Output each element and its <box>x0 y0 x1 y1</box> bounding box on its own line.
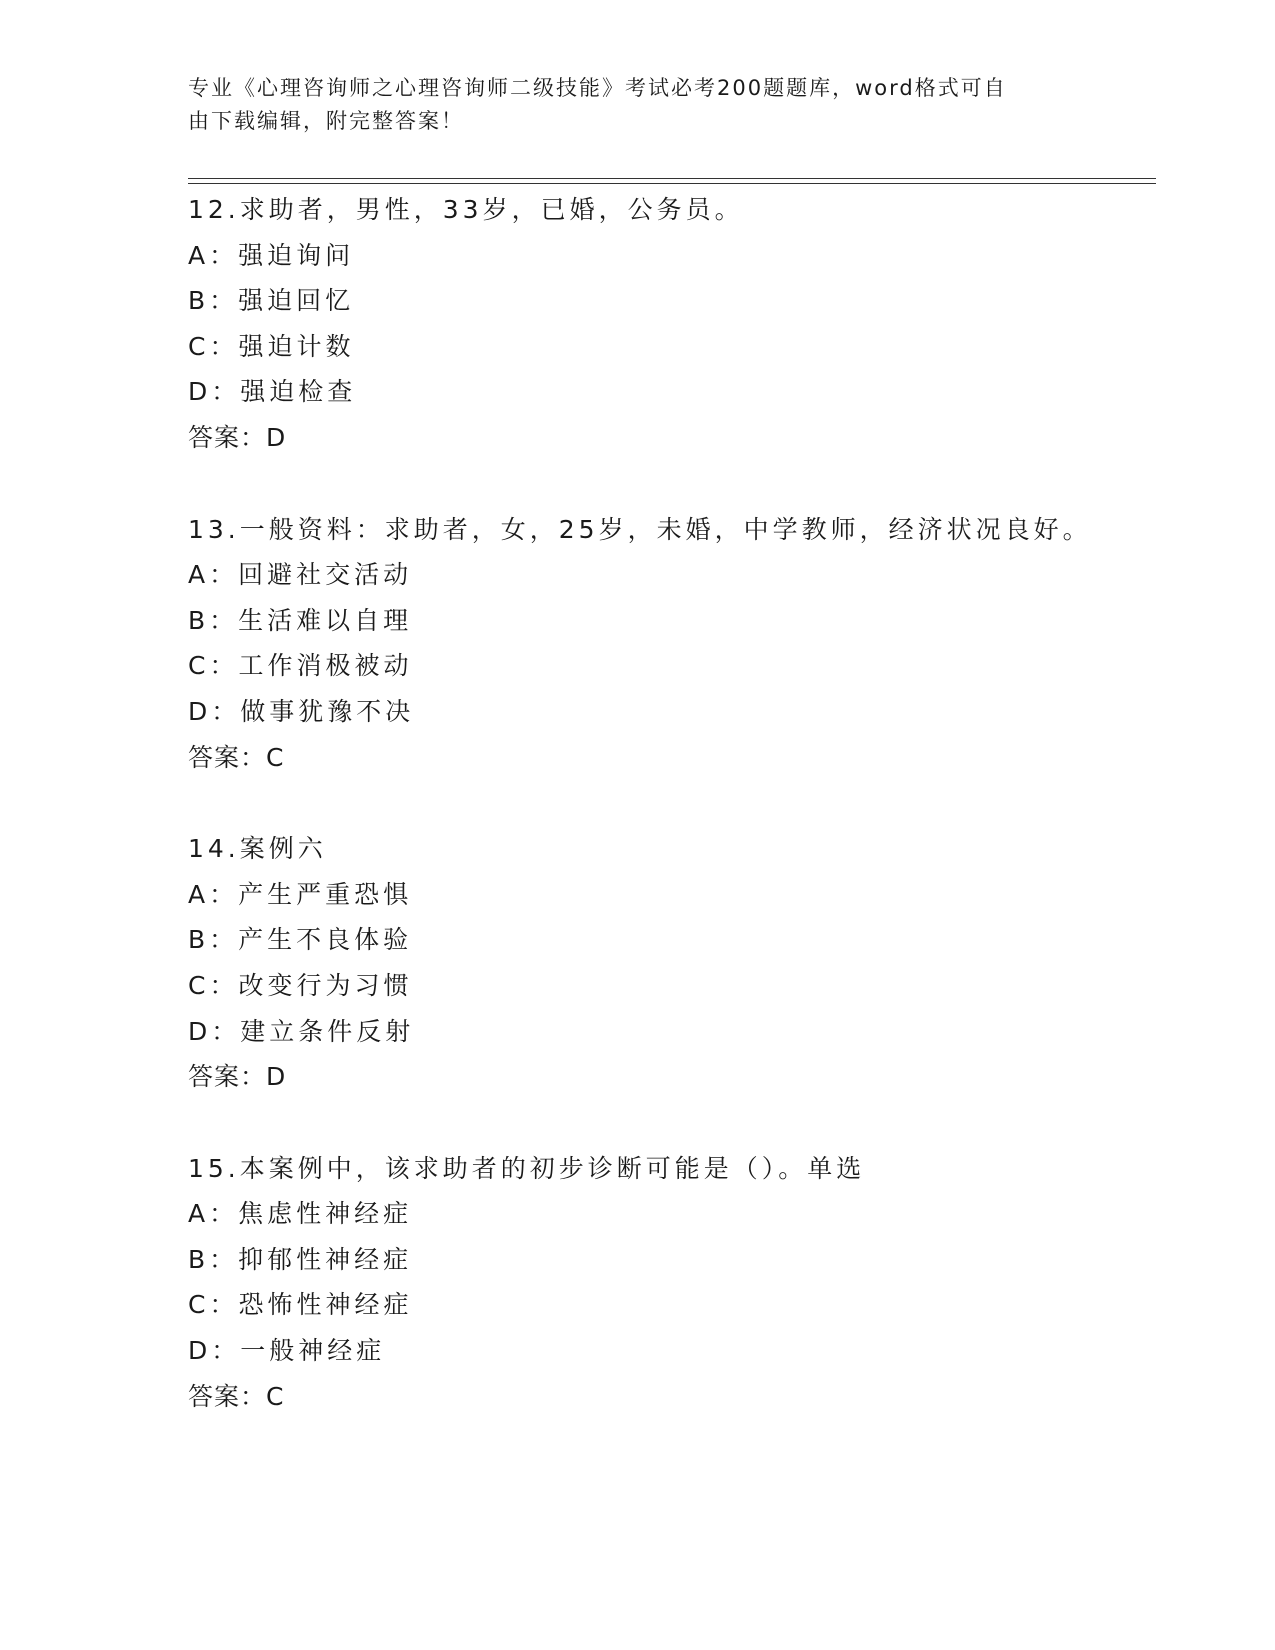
question-list <box>188 187 1148 1465</box>
header-line-2: 由下载编辑，附完整答案！ <box>188 109 464 133</box>
option-b: B：抑郁性神经症 <box>188 1244 413 1274</box>
option-b: B：生活难以自理 <box>188 605 413 635</box>
document-header <box>188 72 1068 138</box>
answer-label: 答案：D <box>188 422 287 452</box>
option-a: A：产生严重恐惧 <box>188 879 413 909</box>
option-c: C：工作消极被动 <box>188 651 413 681</box>
option-d: D：做事犹豫不决 <box>188 696 415 726</box>
question-14 <box>188 826 1148 1100</box>
answer-label: 答案：C <box>188 742 285 772</box>
header-line-1: 专业《心理咨询师之心理咨询师二级技能》考试必考200题题库，word格式可自 <box>188 76 1007 100</box>
option-a: A：强迫询问 <box>188 240 355 270</box>
question-stem: 13.一般资料：求助者，女，25岁，未婚，中学教师，经济状况良好。 <box>188 514 1092 544</box>
option-b: B：产生不良体验 <box>188 925 413 955</box>
answer-label: 答案：C <box>188 1381 285 1411</box>
option-b: B：强迫回忆 <box>188 286 355 316</box>
answer-label: 答案：D <box>188 1062 287 1092</box>
option-d: D：强迫检查 <box>188 377 357 407</box>
question-13 <box>188 507 1148 781</box>
option-c: C：强迫计数 <box>188 331 355 361</box>
option-d: D：建立条件反射 <box>188 1016 415 1046</box>
option-c: C：改变行为习惯 <box>188 970 413 1000</box>
option-d: D：一般神经症 <box>188 1336 386 1366</box>
question-stem: 15.本案例中，该求助者的初步诊断可能是（）。单选 <box>188 1153 866 1183</box>
option-a: A：回避社交活动 <box>188 560 413 590</box>
question-15 <box>188 1146 1148 1420</box>
header-divider-top <box>188 178 1156 179</box>
question-stem: 12.求助者，男性，33岁，已婚，公务员。 <box>188 195 744 224</box>
question-12 <box>188 187 1148 461</box>
header-divider-bottom <box>188 183 1156 184</box>
question-stem: 14.案例六 <box>188 834 327 864</box>
option-a: A：焦虑性神经症 <box>188 1199 413 1229</box>
option-c: C：恐怖性神经症 <box>188 1290 413 1320</box>
